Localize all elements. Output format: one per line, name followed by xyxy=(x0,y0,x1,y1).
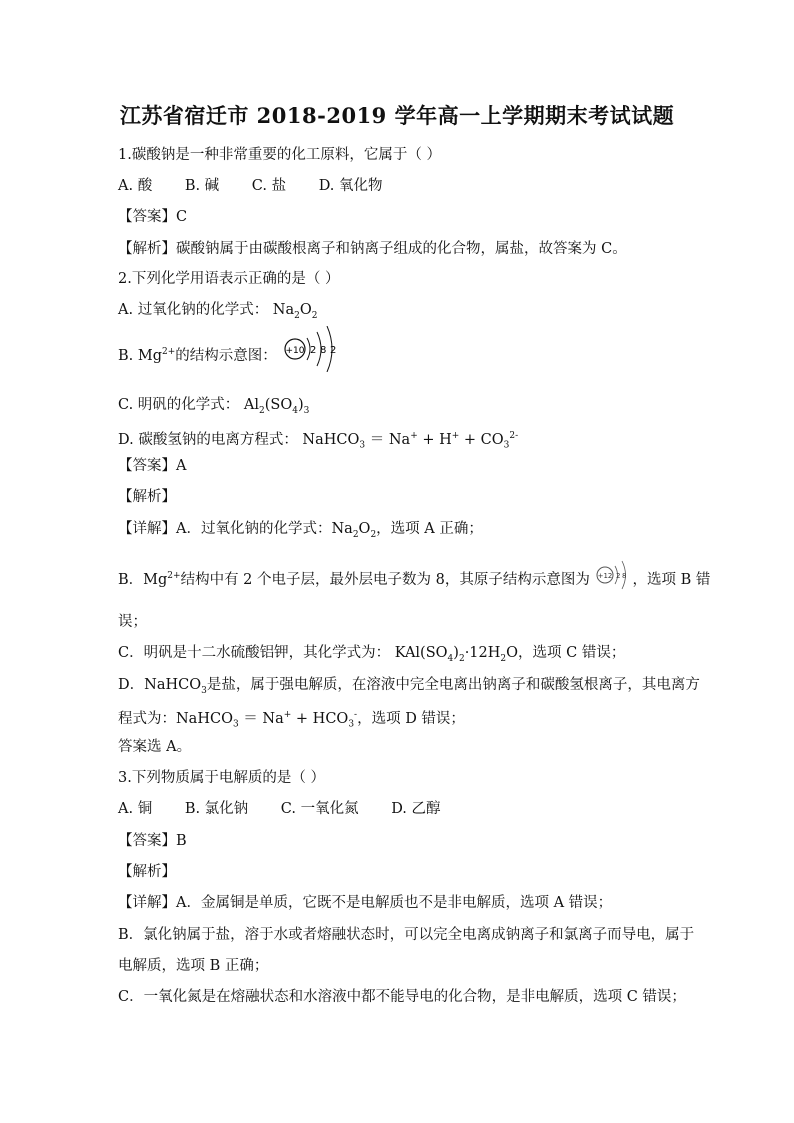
mg-ion-structure-diagram xyxy=(283,326,343,372)
q2-detail-a-text: ，选项 A 正确； xyxy=(376,521,483,537)
superscript: + xyxy=(283,710,292,720)
q3-option-b: B. 氯化钠 xyxy=(184,801,249,817)
superscript: 2- xyxy=(509,431,519,441)
subscript: 3 xyxy=(232,719,239,730)
shell-electron-count: 8 xyxy=(622,571,627,580)
q2-stem: 2.下列化学用语表示正确的是（ ） xyxy=(118,271,340,287)
subscript: 2 xyxy=(259,405,265,416)
q2-detail-b-text: B．Mg xyxy=(118,571,168,588)
q1-stem: 1.碳酸钠是一种非常重要的化工原料，它属于（ ） xyxy=(118,147,441,163)
shell-electron-count: 2 xyxy=(616,571,621,580)
subscript: 3 xyxy=(503,440,510,451)
superscript: - xyxy=(354,710,358,720)
q1-options xyxy=(118,176,411,196)
q3-detail-c: C．一氧化氮是在熔融状态和水溶液中都不能导电的化合物，是非电解质，选项 C 错误； xyxy=(118,989,686,1005)
q3-detail-b: B．氯化钠属于盐，溶于水或者熔融状态时，可以完全电离成钠离子和氯离子而导电，属于 xyxy=(118,927,695,943)
q1-option-b: B. 碱 xyxy=(184,178,220,194)
q3-detail-a: 【详解】A．金属铜是单质，它既不是电解质也不是非电解质，选项 A 错误； xyxy=(118,895,613,911)
q2-detail-d-text: 是盐，属于强电解质，在溶液中完全电离出钠离子和碳酸氢根离子，其电离方 xyxy=(206,677,700,693)
subscript: 2 xyxy=(370,529,377,540)
q2-detail-b-continued: 误； xyxy=(118,614,147,630)
subscript: 3 xyxy=(303,405,310,416)
q3-option-a: A. 铜 xyxy=(118,801,153,817)
shell-electron-count: 8 xyxy=(320,345,327,356)
q2-detail-d-text: ，选项 D 错误； xyxy=(357,710,465,727)
q2-detail-d-continued xyxy=(118,705,465,735)
superscript: + xyxy=(410,431,418,441)
q2-detail-c-text: C．明矾是十二水硫酸铝钾，其化学式为： KAl(SO xyxy=(118,645,448,661)
q1-answer: 【答案】C xyxy=(118,209,188,225)
q2-option-b xyxy=(118,340,343,372)
q2-answer: 【答案】A xyxy=(118,458,187,474)
q1-option-c: C. 盐 xyxy=(251,178,287,194)
subscript: 4 xyxy=(292,405,298,416)
mg-atom-structure-diagram xyxy=(596,558,632,592)
shell-electron-count: 2 xyxy=(310,345,317,356)
q1-analysis: 【解析】碳酸钠属于由碳酸根离子和钠离子组成的化合物，属盐，故答案为 C。 xyxy=(118,241,627,257)
subscript: 2 xyxy=(458,653,465,664)
q2-option-d-text: ＝ Na xyxy=(365,431,411,448)
q2-detail-c xyxy=(118,643,625,669)
q2-option-d-text: + H xyxy=(417,431,452,448)
superscript: 2+ xyxy=(162,347,176,358)
q1-option-d: D. 氧化物 xyxy=(318,178,383,194)
superscript: 2+ xyxy=(167,571,181,581)
nucleus-charge: +12 xyxy=(598,571,613,580)
subscript: 2 xyxy=(352,529,359,540)
q3-detail-b-continued: 电解质，选项 B 正确； xyxy=(118,958,269,974)
q2-option-d xyxy=(118,426,518,456)
q2-conclusion: 答案选 A。 xyxy=(118,739,192,755)
q1-option-a: A. 酸 xyxy=(118,178,153,194)
q2-detail-c-text: ) xyxy=(453,645,459,661)
q2-detail-a-text: O xyxy=(358,521,371,537)
q2-detail-d-text: ＝ Na xyxy=(238,710,284,727)
q2-option-c-text: (SO xyxy=(264,397,293,413)
subscript: 3 xyxy=(201,685,207,696)
q3-stem: 3.下列物质属于电解质的是（ ） xyxy=(118,770,325,786)
subscript: 3 xyxy=(359,440,366,451)
q2-detail-d-text: + HCO xyxy=(291,710,349,727)
q3-option-c: C. 一氧化氮 xyxy=(280,801,359,817)
q2-option-d-text: D. 碳酸氢钠的电离方程式： NaHCO xyxy=(118,431,360,448)
q2-detail-d-text: D．NaHCO xyxy=(118,677,202,693)
subscript: 3 xyxy=(348,719,355,730)
q2-option-b-text: B. Mg xyxy=(118,348,163,364)
q2-detail-a xyxy=(118,519,483,545)
q2-detail-b xyxy=(118,566,710,592)
q2-detail-c-text: ·12H xyxy=(464,645,501,661)
q2-option-c-text: ) xyxy=(297,397,304,413)
q2-option-a xyxy=(118,300,318,326)
q2-detail-d-text: 程式为：NaHCO xyxy=(118,710,233,727)
q2-detail-c-text: O，选项 C 错误； xyxy=(506,645,626,661)
nucleus-charge: +10 xyxy=(285,346,305,356)
q2-option-a-text: A. 过氧化钠的化学式： Na xyxy=(118,302,295,318)
subscript: 4 xyxy=(447,653,454,664)
subscript: 2 xyxy=(311,310,318,321)
page-title: 江苏省宿迁市 2018-2019 学年高一上学期期末考试试题 xyxy=(119,103,675,128)
q3-options xyxy=(118,799,469,819)
q2-option-b-text: 的结构示意图： xyxy=(175,348,277,364)
shell-electron-count: 2 xyxy=(330,345,337,356)
q2-detail-a-text: 【详解】A．过氧化钠的化学式：Na xyxy=(118,521,353,537)
q2-detail-b-text: 结构中有 2 个电子层，最外层电子数为 8，其原子结构示意图为 xyxy=(180,571,590,588)
q2-analysis-heading: 【解析】 xyxy=(118,489,176,505)
q3-option-d: D. 乙醇 xyxy=(391,801,441,817)
q2-option-d-text: + CO xyxy=(459,431,504,448)
subscript: 2 xyxy=(294,310,300,321)
q3-analysis-heading: 【解析】 xyxy=(118,864,176,880)
subscript: 2 xyxy=(500,653,507,664)
q2-option-c xyxy=(118,395,309,421)
q2-option-c-text: C. 明矾的化学式： Al xyxy=(118,397,260,413)
q2-detail-d xyxy=(118,675,700,701)
q2-option-a-text: O xyxy=(299,302,312,318)
q3-answer: 【答案】B xyxy=(118,833,187,849)
q2-detail-b-text: ，选项 B 错 xyxy=(632,571,711,588)
superscript: + xyxy=(451,431,460,441)
